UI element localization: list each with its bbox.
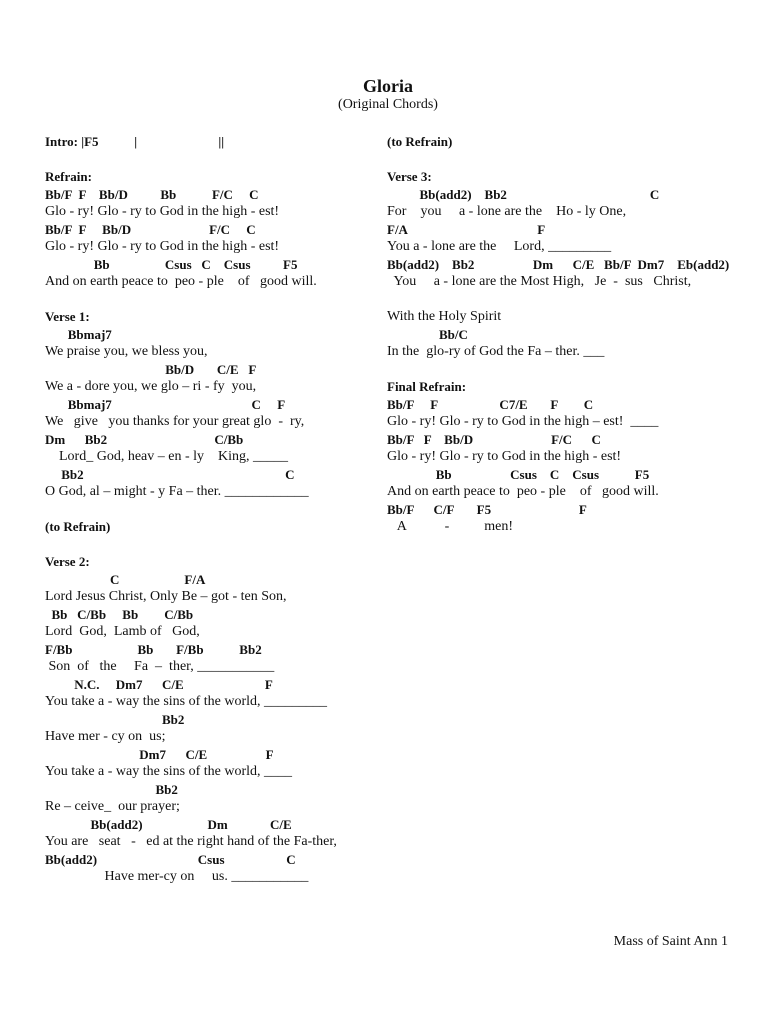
lyric-line: With the Holy Spirit [387,309,502,324]
section-heading: Refrain: [45,169,92,184]
song-title: Gloria [363,76,413,96]
chord-line: Bb/F F Bb/D F/C C [387,431,601,447]
chord-line: Bb Csus C Csus F5 [45,256,298,272]
lyric-line: You take a - way the sins of the world, _________ [45,694,328,709]
lyric-line: You a - lone are the Most High, Je - sus Christ, [387,274,692,289]
chord-line: Bb(add2) Dm C/E [45,816,292,832]
right-column [387,133,757,536]
section-heading: Verse 3: [387,169,432,184]
spacer [45,536,375,554]
lyric-line: We give you thanks for your great glo - ry, [45,414,305,429]
left-column [45,133,375,886]
chord-line: Bb/F C/F F5 F [387,501,587,517]
chord-line: Bb/F F Bb/D Bb F/C C [45,186,259,202]
chord-line: Dm7 C/E F [45,746,274,762]
lyric-line: Lord_ God, heav – en - ly King, _____ [45,449,289,464]
spacer [45,501,375,519]
spacer [387,291,757,309]
lyric-line: We praise you, we bless you, [45,344,208,359]
spacer [387,151,757,169]
section-heading: Intro: |F5 | || [45,134,225,149]
chord-line: Bb/D C/E F [45,361,257,377]
song-subtitle: (Original Chords) [338,97,438,112]
section-heading: Verse 2: [45,554,90,569]
section-heading: (to Refrain) [387,134,453,149]
section-heading: (to Refrain) [45,519,111,534]
chord-line: Bb(add2) Csus C [45,851,296,867]
chord-line: F/A F [387,221,546,237]
lyric-line: A - men! [387,519,513,534]
spacer [45,151,375,169]
lyric-line: Glo - ry! Glo - ry to God in the high – est! ____ [387,414,659,429]
chord-line: Bb/F F Bb/D F/C C [45,221,256,237]
chord-line: Bb Csus C Csus F5 [387,466,650,482]
chord-line: Bbmaj7 [45,326,112,342]
lyric-line: And on earth peace to peo - ple of good will. [387,484,659,499]
lyric-line: Lord Jesus Christ, Only Be – got - ten Son, [45,589,287,604]
lyric-line: And on earth peace to peo - ple of good will. [45,274,317,289]
lyric-line: You a - lone are the Lord, _________ [387,239,612,254]
lyric-line: Have mer-cy on us. ___________ [45,869,309,884]
lyric-line: In the glo-ry of God the Fa – ther. ___ [387,344,605,359]
lyric-line: Son of the Fa – ther, ___________ [45,659,275,674]
spacer [387,361,757,379]
chord-line: Bb/F F C7/E F C [387,396,594,412]
lyric-line: O God, al – might - y Fa – ther. ____________ [45,484,309,499]
lyric-line: Glo - ry! Glo - ry to God in the high - est! [45,239,280,254]
lyric-line: Glo - ry! Glo - ry to God in the high - est! [45,204,280,219]
chord-line: Dm Bb2 C/Bb [45,431,244,447]
chord-line: Bb2 [45,711,185,727]
lyric-line: You are seat - ed at the right hand of the Fa-ther, [45,834,337,849]
chord-line: Bb2 [45,781,178,797]
lyric-line: Lord God, Lamb of God, [45,624,200,639]
lyric-line: For you a - lone are the Ho - ly One, [387,204,627,219]
lyric-line: Have mer - cy on us; [45,729,166,744]
lyric-line: We a - dore you, we glo – ri - fy you, [45,379,257,394]
lyric-line: Glo - ry! Glo - ry to God in the high - est! [387,449,622,464]
chord-line: Bb(add2) Bb2 Dm C/E Bb/F Dm7 Eb(add2) [387,256,730,272]
chord-line: Bb2 C [45,466,295,482]
chord-line: N.C. Dm7 C/E F [45,676,273,692]
chord-line: Bbmaj7 C F [45,396,286,412]
section-heading: Verse 1: [45,309,90,324]
chord-line: F/Bb Bb F/Bb Bb2 [45,641,262,657]
lyric-line: You take a - way the sins of the world, ____ [45,764,293,779]
section-heading: Final Refrain: [387,379,467,394]
chord-line: Bb(add2) Bb2 C [387,186,660,202]
chord-line: Bb C/Bb Bb C/Bb [45,606,194,622]
chord-line: Bb/C [387,326,468,342]
spacer [45,291,375,309]
footer-label: Mass of Saint Ann 1 [613,934,728,949]
chord-line: C F/A [45,571,206,587]
lyric-line: Re – ceive_ our prayer; [45,799,180,814]
